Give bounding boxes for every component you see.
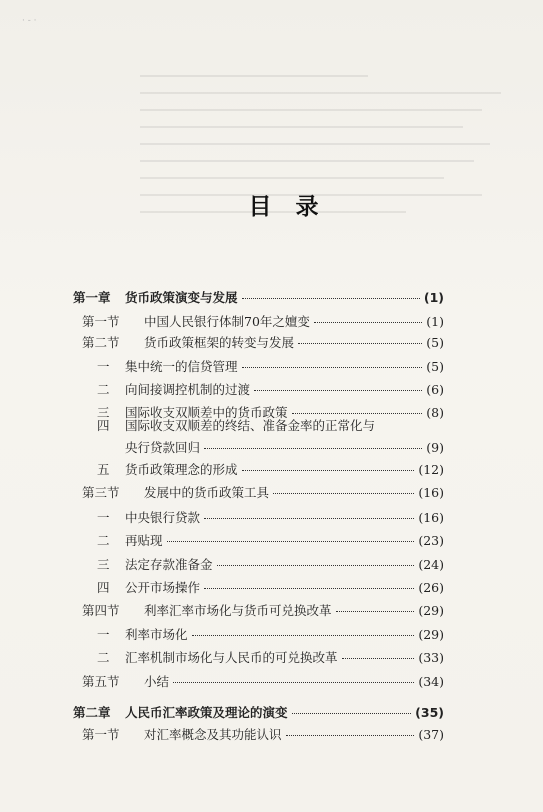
toc-page-number: (16): [418, 485, 444, 500]
toc-entry-title: 集中统一的信贷管理: [125, 359, 238, 374]
toc-page-number: (23): [418, 533, 444, 548]
toc-page-number: (37): [418, 727, 444, 742]
toc-entry-title: 中央银行贷款: [125, 510, 201, 525]
toc-item[interactable]: [97, 580, 444, 596]
toc-entry-number: 四: [97, 580, 110, 595]
toc-page-number: (1): [423, 290, 444, 305]
toc-item[interactable]: [97, 382, 444, 398]
toc-entry-number: 二: [97, 650, 110, 665]
toc-entry-number: 一: [97, 510, 110, 525]
toc-entry-title: 利率汇率市场化与货币可兑换改革: [144, 603, 332, 618]
toc-page-number: (5): [426, 335, 444, 350]
toc-item[interactable]: [97, 533, 444, 549]
toc-entry-number: 二: [97, 382, 110, 397]
toc-item[interactable]: [97, 627, 444, 643]
toc-page-number: (35): [415, 705, 444, 720]
toc-entry-number: 第四节: [82, 603, 120, 618]
toc-item[interactable]: [97, 462, 444, 478]
toc-leader-dots: [242, 298, 420, 299]
toc-entry-title: 货币政策理念的形成: [125, 462, 238, 477]
toc-section[interactable]: [82, 727, 444, 743]
toc-page-number: (9): [426, 440, 444, 455]
toc-chapter[interactable]: [73, 705, 444, 721]
toc-entry-number: 第一节: [82, 314, 120, 329]
toc-leader-dots: [286, 735, 415, 736]
toc-leader-dots: [167, 541, 415, 542]
toc-entry[interactable]: [97, 418, 444, 434]
toc-leader-dots: [204, 588, 414, 589]
toc-entry-title-continued: 央行贷款回归: [125, 440, 201, 455]
toc-entry-title: 货币政策演变与发展: [125, 290, 238, 305]
page-title: 目录: [248, 194, 343, 220]
toc-entry-title: 法定存款准备金: [125, 557, 213, 572]
toc-entry-continuation[interactable]: [125, 440, 444, 456]
toc-entry-title: 公开市场操作: [125, 580, 201, 595]
toc-leader-dots: [254, 390, 422, 391]
toc-entry-number: 第五节: [82, 674, 120, 689]
toc-section[interactable]: [82, 335, 444, 351]
toc-section[interactable]: [82, 674, 444, 690]
toc-page-number: (29): [418, 603, 444, 618]
toc-page-number: (34): [418, 674, 444, 689]
toc-leader-dots: [204, 448, 422, 449]
toc-entry-title: 利率市场化: [125, 627, 188, 642]
toc-leader-dots: [336, 611, 415, 612]
toc-leader-dots: [273, 493, 414, 494]
toc-section[interactable]: [82, 603, 444, 619]
toc-entry-number: 第二节: [82, 335, 120, 350]
toc-page-number: (12): [418, 462, 444, 477]
toc-leader-dots: [314, 322, 422, 323]
toc-page-number: (1): [426, 314, 444, 329]
toc-entry-title: 中国人民银行体制70年之嬗变: [144, 314, 310, 329]
toc-entry-number: 一: [97, 627, 110, 642]
toc-page-number: (24): [418, 557, 444, 572]
toc-page-number: (29): [418, 627, 444, 642]
toc-entry-title: 国际收支双顺差的终结、准备金率的正常化与: [125, 418, 376, 433]
page-corner-mark: · - ·: [22, 16, 37, 26]
toc-entry-title: 人民币汇率政策及理论的演变: [125, 705, 288, 720]
toc-page-number: (6): [426, 382, 444, 397]
toc-leader-dots: [173, 682, 414, 683]
toc-entry-number: 三: [97, 405, 110, 420]
toc-entry-number: 一: [97, 359, 110, 374]
toc-page-number: (8): [426, 405, 444, 420]
toc-leader-dots: [298, 343, 422, 344]
toc-page-number: (33): [418, 650, 444, 665]
toc-entry-title: 发展中的货币政策工具: [144, 485, 270, 500]
toc-page-number: (16): [418, 510, 444, 525]
toc-page-number: (26): [418, 580, 444, 595]
toc-entry-number: 二: [97, 533, 110, 548]
toc-entry-title: 向间接调控机制的过渡: [125, 382, 251, 397]
toc-chapter[interactable]: [73, 290, 444, 306]
toc-leader-dots: [192, 635, 415, 636]
toc-leader-dots: [242, 367, 423, 368]
toc-section[interactable]: [82, 485, 444, 501]
toc-leader-dots: [204, 518, 414, 519]
toc-leader-dots: [292, 713, 412, 714]
toc-entry-number: 第二章: [73, 705, 111, 720]
toc-leader-dots: [292, 413, 423, 414]
toc-page-number: (5): [426, 359, 444, 374]
toc-item[interactable]: [97, 557, 444, 573]
toc-entry-number: 三: [97, 557, 110, 572]
toc-leader-dots: [342, 658, 415, 659]
toc-entry-title: 汇率机制市场化与人民币的可兑换改革: [125, 650, 338, 665]
toc-entry-number: 第一节: [82, 727, 120, 742]
toc-item[interactable]: [97, 650, 444, 666]
toc-entry-number: 第一章: [73, 290, 111, 305]
toc-entry-title: 小结: [144, 674, 170, 689]
toc-entry-title: 对汇率概念及其功能认识: [144, 727, 282, 742]
toc-entry-title: 再贴现: [125, 533, 163, 548]
toc-item[interactable]: [97, 510, 444, 526]
toc-entry-number: 四: [97, 418, 110, 433]
toc-entry-title: 货币政策框架的转变与发展: [144, 335, 295, 350]
toc-leader-dots: [242, 470, 415, 471]
toc-entry-title: 国际收支双顺差中的货币政策: [125, 405, 288, 420]
toc-entry-number: 五: [97, 462, 110, 477]
toc-entry-number: 第三节: [82, 485, 120, 500]
toc-item[interactable]: [97, 359, 444, 375]
toc-section[interactable]: [82, 314, 444, 330]
toc-leader-dots: [217, 565, 415, 566]
